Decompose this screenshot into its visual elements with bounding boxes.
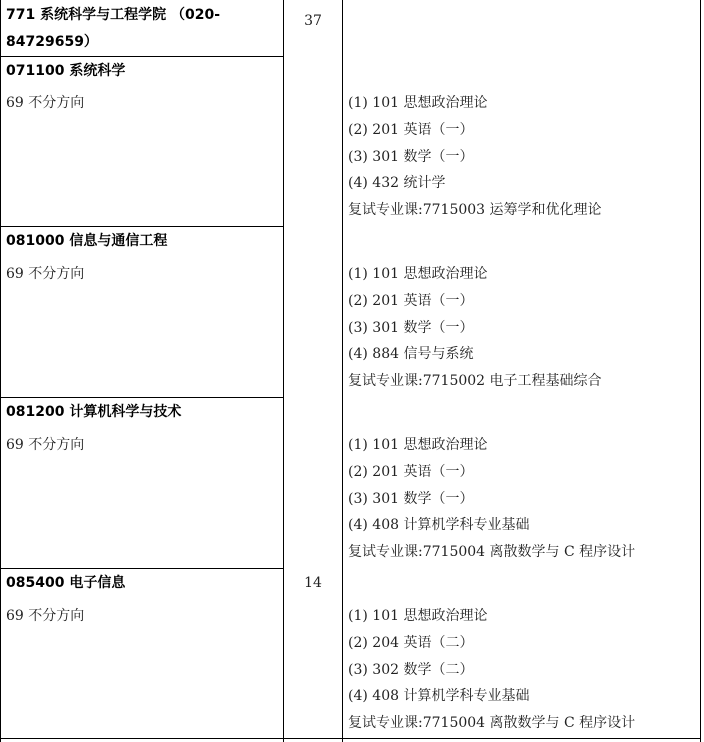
enrollment-count: 14 bbox=[304, 575, 322, 591]
research-direction: 69 不分方向 bbox=[6, 95, 85, 111]
department-header bbox=[6, 2, 281, 56]
exam-subject-item: (1) 101 思想政治理论 bbox=[348, 437, 488, 453]
exam-subjects bbox=[348, 261, 602, 395]
row-divider bbox=[0, 397, 283, 398]
row-divider bbox=[0, 226, 283, 227]
department-header-line: 771 系统科学与工程学院 （020- bbox=[6, 7, 221, 23]
exam-subject-item: (2) 201 英语（一） bbox=[348, 121, 474, 138]
exam-subject-item: (3) 301 数学（一） bbox=[348, 319, 474, 336]
major-title: 085400 电子信息 bbox=[6, 575, 126, 591]
department-header-line: 84729659） bbox=[6, 33, 98, 50]
exam-subject-item: (3) 301 数学（一） bbox=[348, 148, 474, 165]
exam-subject-item: (4) 432 统计学 bbox=[348, 175, 446, 192]
exam-subject-item: (4) 408 计算机学科专业基础 bbox=[348, 517, 530, 534]
enrollment-count: 37 bbox=[304, 13, 322, 29]
table-border-right bbox=[700, 0, 701, 742]
retest-subject: 复试专业课:7715003 运筹学和优化理论 bbox=[348, 202, 602, 219]
exam-subject-item: (2) 201 英语（一） bbox=[348, 292, 474, 309]
exam-subjects bbox=[348, 90, 602, 224]
exam-subject-item: (1) 101 思想政治理论 bbox=[348, 266, 488, 282]
exam-subject-item: (4) 408 计算机学科专业基础 bbox=[348, 688, 530, 705]
row-divider bbox=[0, 568, 283, 569]
exam-subject-item: (2) 201 英语（一） bbox=[348, 463, 474, 480]
exam-subject-item: (4) 884 信号与系统 bbox=[348, 346, 474, 363]
table-border-left bbox=[0, 0, 1, 742]
exam-subject-item: (1) 101 思想政治理论 bbox=[348, 608, 488, 624]
research-direction: 69 不分方向 bbox=[6, 437, 85, 453]
column-divider-2 bbox=[342, 0, 343, 742]
row-divider bbox=[0, 56, 283, 57]
table-border-bottom bbox=[0, 738, 701, 739]
retest-subject: 复试专业课:7715004 离散数学与 C 程序设计 bbox=[348, 715, 636, 732]
exam-subjects bbox=[348, 603, 635, 737]
exam-subjects bbox=[348, 432, 635, 566]
major-title: 071100 系统科学 bbox=[6, 63, 126, 79]
exam-subject-item: (3) 302 数学（二） bbox=[348, 661, 474, 678]
retest-subject: 复试专业课:7715002 电子工程基础综合 bbox=[348, 373, 602, 390]
column-divider-1 bbox=[283, 0, 284, 742]
exam-subject-item: (3) 301 数学（一） bbox=[348, 490, 474, 507]
major-title: 081200 计算机科学与技术 bbox=[6, 404, 182, 420]
research-direction: 69 不分方向 bbox=[6, 608, 85, 624]
exam-subject-item: (1) 101 思想政治理论 bbox=[348, 95, 488, 111]
retest-subject: 复试专业课:7715004 离散数学与 C 程序设计 bbox=[348, 544, 636, 561]
research-direction: 69 不分方向 bbox=[6, 266, 85, 282]
exam-subject-item: (2) 204 英语（二） bbox=[348, 634, 474, 651]
major-title: 081000 信息与通信工程 bbox=[6, 233, 168, 249]
